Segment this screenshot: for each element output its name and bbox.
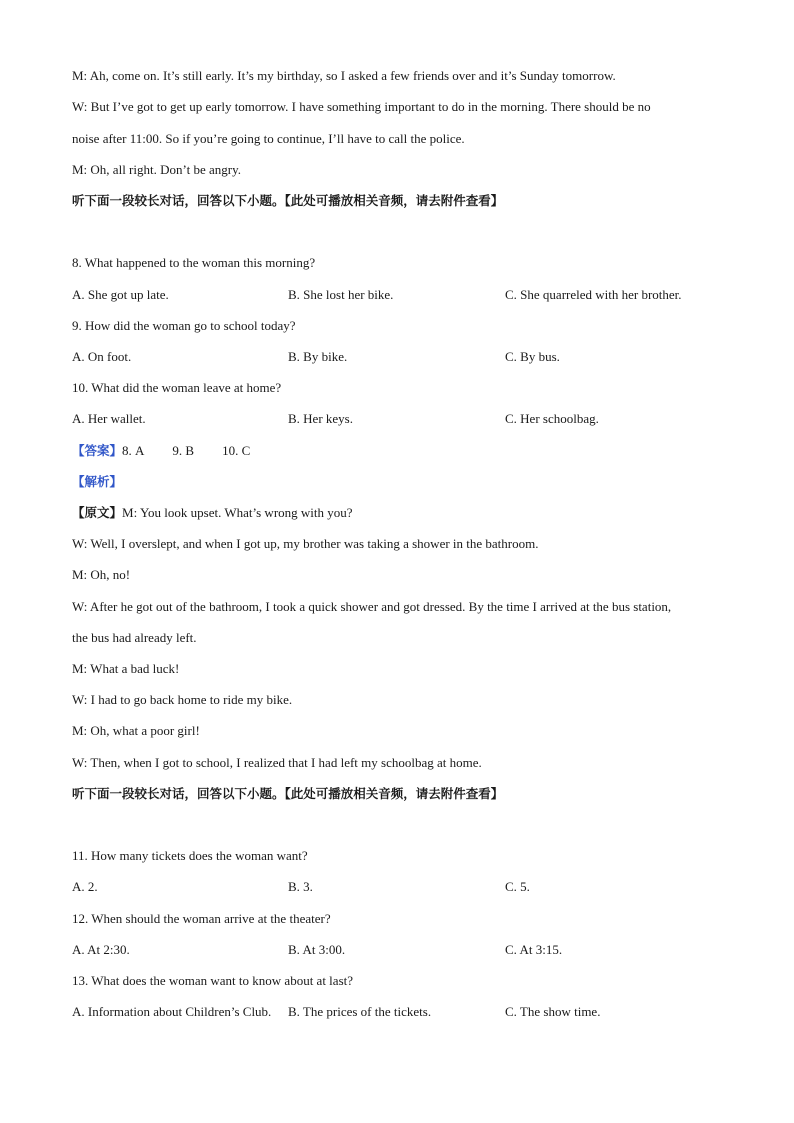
option-a: A. On foot. — [72, 349, 132, 364]
option-b: B. Her keys. — [288, 411, 353, 426]
option-a: A. She got up late. — [72, 287, 169, 302]
question-8: 8. What happened to the woman this morning? — [72, 255, 316, 270]
transcript-line: M: Oh, no! — [72, 567, 131, 582]
dialog-line: M: Ah, come on. It’s still early. It’s my birthday, so I asked a few friends over and it’s Sunday tomorrow. — [72, 68, 616, 83]
option-c: C. At 3:15. — [505, 942, 563, 957]
dialog-line: W: But I’ve got to get up early tomorrow. I have something important to do in the morning. There should be no — [72, 99, 651, 114]
answer-10: 10. C — [222, 443, 251, 458]
question-12: 12. When should the woman arrive at the theater? — [72, 911, 331, 926]
option-c: C. The show time. — [505, 1004, 601, 1019]
answer-line — [72, 442, 250, 460]
option-b: B. By bike. — [288, 349, 348, 364]
answer-9: 9. B — [172, 443, 195, 458]
transcript-line: M: Oh, what a poor girl! — [72, 723, 200, 738]
option-b: B. At 3:00. — [288, 942, 346, 957]
transcript-line: the bus had already left. — [72, 630, 197, 645]
option-b: B. She lost her bike. — [288, 287, 394, 302]
answer-tag: 【答案】 — [72, 443, 123, 458]
question-9: 9. How did the woman go to school today? — [72, 318, 296, 333]
original-tag: 【原文】 — [72, 505, 123, 520]
transcript-line — [72, 504, 353, 522]
analysis-tag: 【解析】 — [72, 474, 123, 489]
option-a: A. Information about Children’s Club. — [72, 1004, 272, 1019]
dialog-line: M: Oh, all right. Don’t be angry. — [72, 162, 241, 177]
transcript-line: W: After he got out of the bathroom, I took a quick shower and got dressed. By the time I arrived at the bus station, — [72, 599, 672, 614]
question-10: 10. What did the woman leave at home? — [72, 380, 282, 395]
listening-instruction: 听下面一段较长对话，回答以下小题。【此处可播放相关音频，请去附件查看】 — [72, 786, 504, 801]
option-c: C. Her schoolbag. — [505, 411, 599, 426]
dialog-line: noise after 11:00. So if you’re going to continue, I’ll have to call the police. — [72, 131, 465, 146]
transcript-text: M: You look upset. What’s wrong with you? — [122, 505, 353, 520]
option-a: A. Her wallet. — [72, 411, 146, 426]
transcript-line: W: I had to go back home to ride my bike. — [72, 692, 293, 707]
question-11: 11. How many tickets does the woman want? — [72, 848, 308, 863]
option-c: C. 5. — [505, 879, 530, 894]
option-a: A. 2. — [72, 879, 98, 894]
option-c: C. She quarreled with her brother. — [505, 287, 682, 302]
option-b: B. 3. — [288, 879, 313, 894]
transcript-line: W: Then, when I got to school, I realized that I had left my schoolbag at home. — [72, 755, 482, 770]
listening-instruction: 听下面一段较长对话，回答以下小题。【此处可播放相关音频，请去附件查看】 — [72, 193, 504, 208]
option-b: B. The prices of the tickets. — [288, 1004, 432, 1019]
transcript-line: W: Well, I overslept, and when I got up, my brother was taking a shower in the bathroom. — [72, 536, 539, 551]
option-a: A. At 2:30. — [72, 942, 130, 957]
answer-8: 8. A — [122, 443, 145, 458]
option-c: C. By bus. — [505, 349, 560, 364]
question-13: 13. What does the woman want to know about at last? — [72, 973, 354, 988]
transcript-line: M: What a bad luck! — [72, 661, 180, 676]
